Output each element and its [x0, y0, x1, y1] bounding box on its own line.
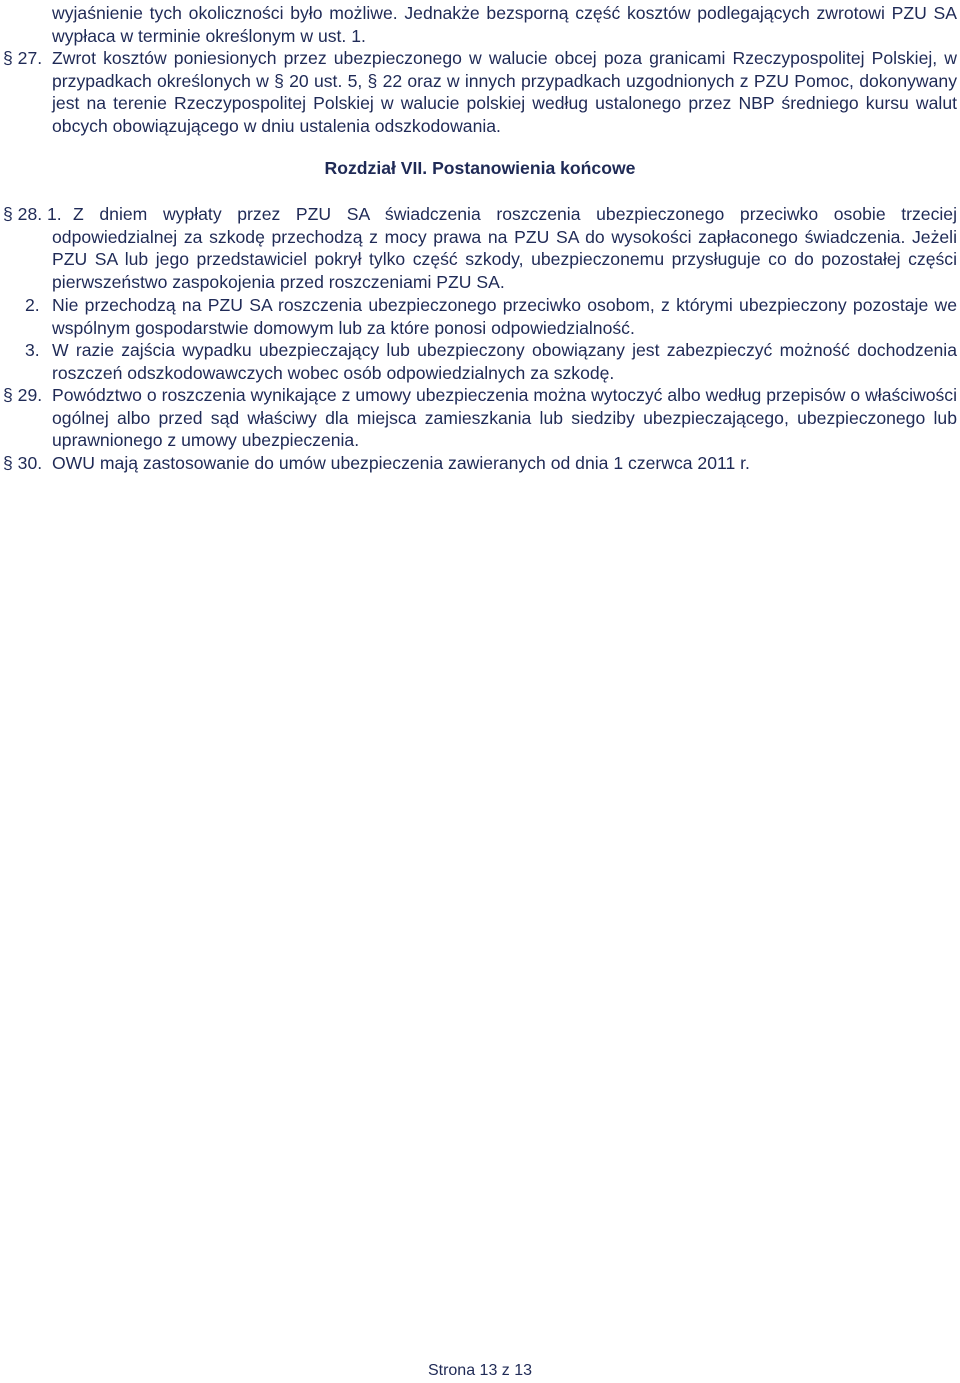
- paragraph-27-text: Zwrot kosztów poniesionych przez ubezpieczonego w walucie obcej poza granicami Rzeczypospolitej Polskiej, w przypadkach określonych w § 20 ust. 5, § 22 oraz w innych przypadkach uzgodnionych z PZU Pomoc, dokonywany jest na terenie Rzeczypospolitej Polskiej w walucie polskiej według ustalonego przez NBP średniego kursu walut obcych obowiązującego w dniu ustalenia odszkodowania.: [52, 48, 957, 136]
- paragraph-28-item-2-text: Nie przechodzą na PZU SA roszczenia ubezpieczonego przeciwko osobom, z którymi ubezpieczony pozostaje we wspólnym gospodarstwie domowym lub za które ponosi odpowiedzialność.: [52, 295, 957, 338]
- paragraph-29-number: § 29.: [3, 385, 43, 405]
- paragraph-29-text: Powództwo o roszczenia wynikające z umowy ubezpieczenia można wytoczyć albo według przepisów o właściwości ogólnej albo przed sąd właściwy dla miejsca zamieszkania lub siedziby ubezpieczającego, ubezpieczonego lub uprawnionego z umowy ubezpieczenia.: [52, 385, 957, 451]
- paragraph-28-number: § 28.: [3, 204, 43, 224]
- paragraph-28-item-3-number: 3.: [25, 340, 40, 360]
- paragraph-28-item-2-number: 2.: [25, 295, 40, 315]
- paragraph-30-number: § 30.: [3, 453, 43, 473]
- page-footer: Strona 13 z 13: [427, 1362, 533, 1379]
- intro-paragraph: wyjaśnienie tych okoliczności było możliwe. Jednakże bezsporną część kosztów podlegających zwrotowi PZU SA wypłaca w terminie określonym w ust. 1.: [52, 3, 957, 46]
- paragraph-28-item-3-text: W razie zajścia wypadku ubezpieczający lub ubezpieczony obowiązany jest zabezpieczyć możność dochodzenia roszczeń odszkodowawczych wobec osób odpowiedzialnych za szkodę.: [52, 340, 957, 383]
- paragraph-30-text: OWU mają zastosowanie do umów ubezpieczenia zawieranych od dnia 1 czerwca 2011 r.: [52, 453, 750, 473]
- paragraph-28-item-1-text: Z dniem wypłaty przez PZU SA świadczenia roszczenia ubezpieczonego przeciwko osobie trzeciej odpowiedzialnej za szkodę przechodzą z mocy prawa na PZU SA do wysokości zapłaconego świadczenia. Jeżeli PZU SA lub jego przedstawiciel pokrył tylko część szkody, ubezpieczonemu przysługuje co do pozostałej części pierwszeństwo zaspokojenia przed roszczeniami PZU SA.: [52, 204, 957, 292]
- paragraph-27-number: § 27.: [3, 48, 43, 68]
- chapter-heading: Rozdział VII. Postanowienia końcowe: [324, 158, 636, 178]
- paragraph-28-item-1-number: 1.: [47, 204, 62, 224]
